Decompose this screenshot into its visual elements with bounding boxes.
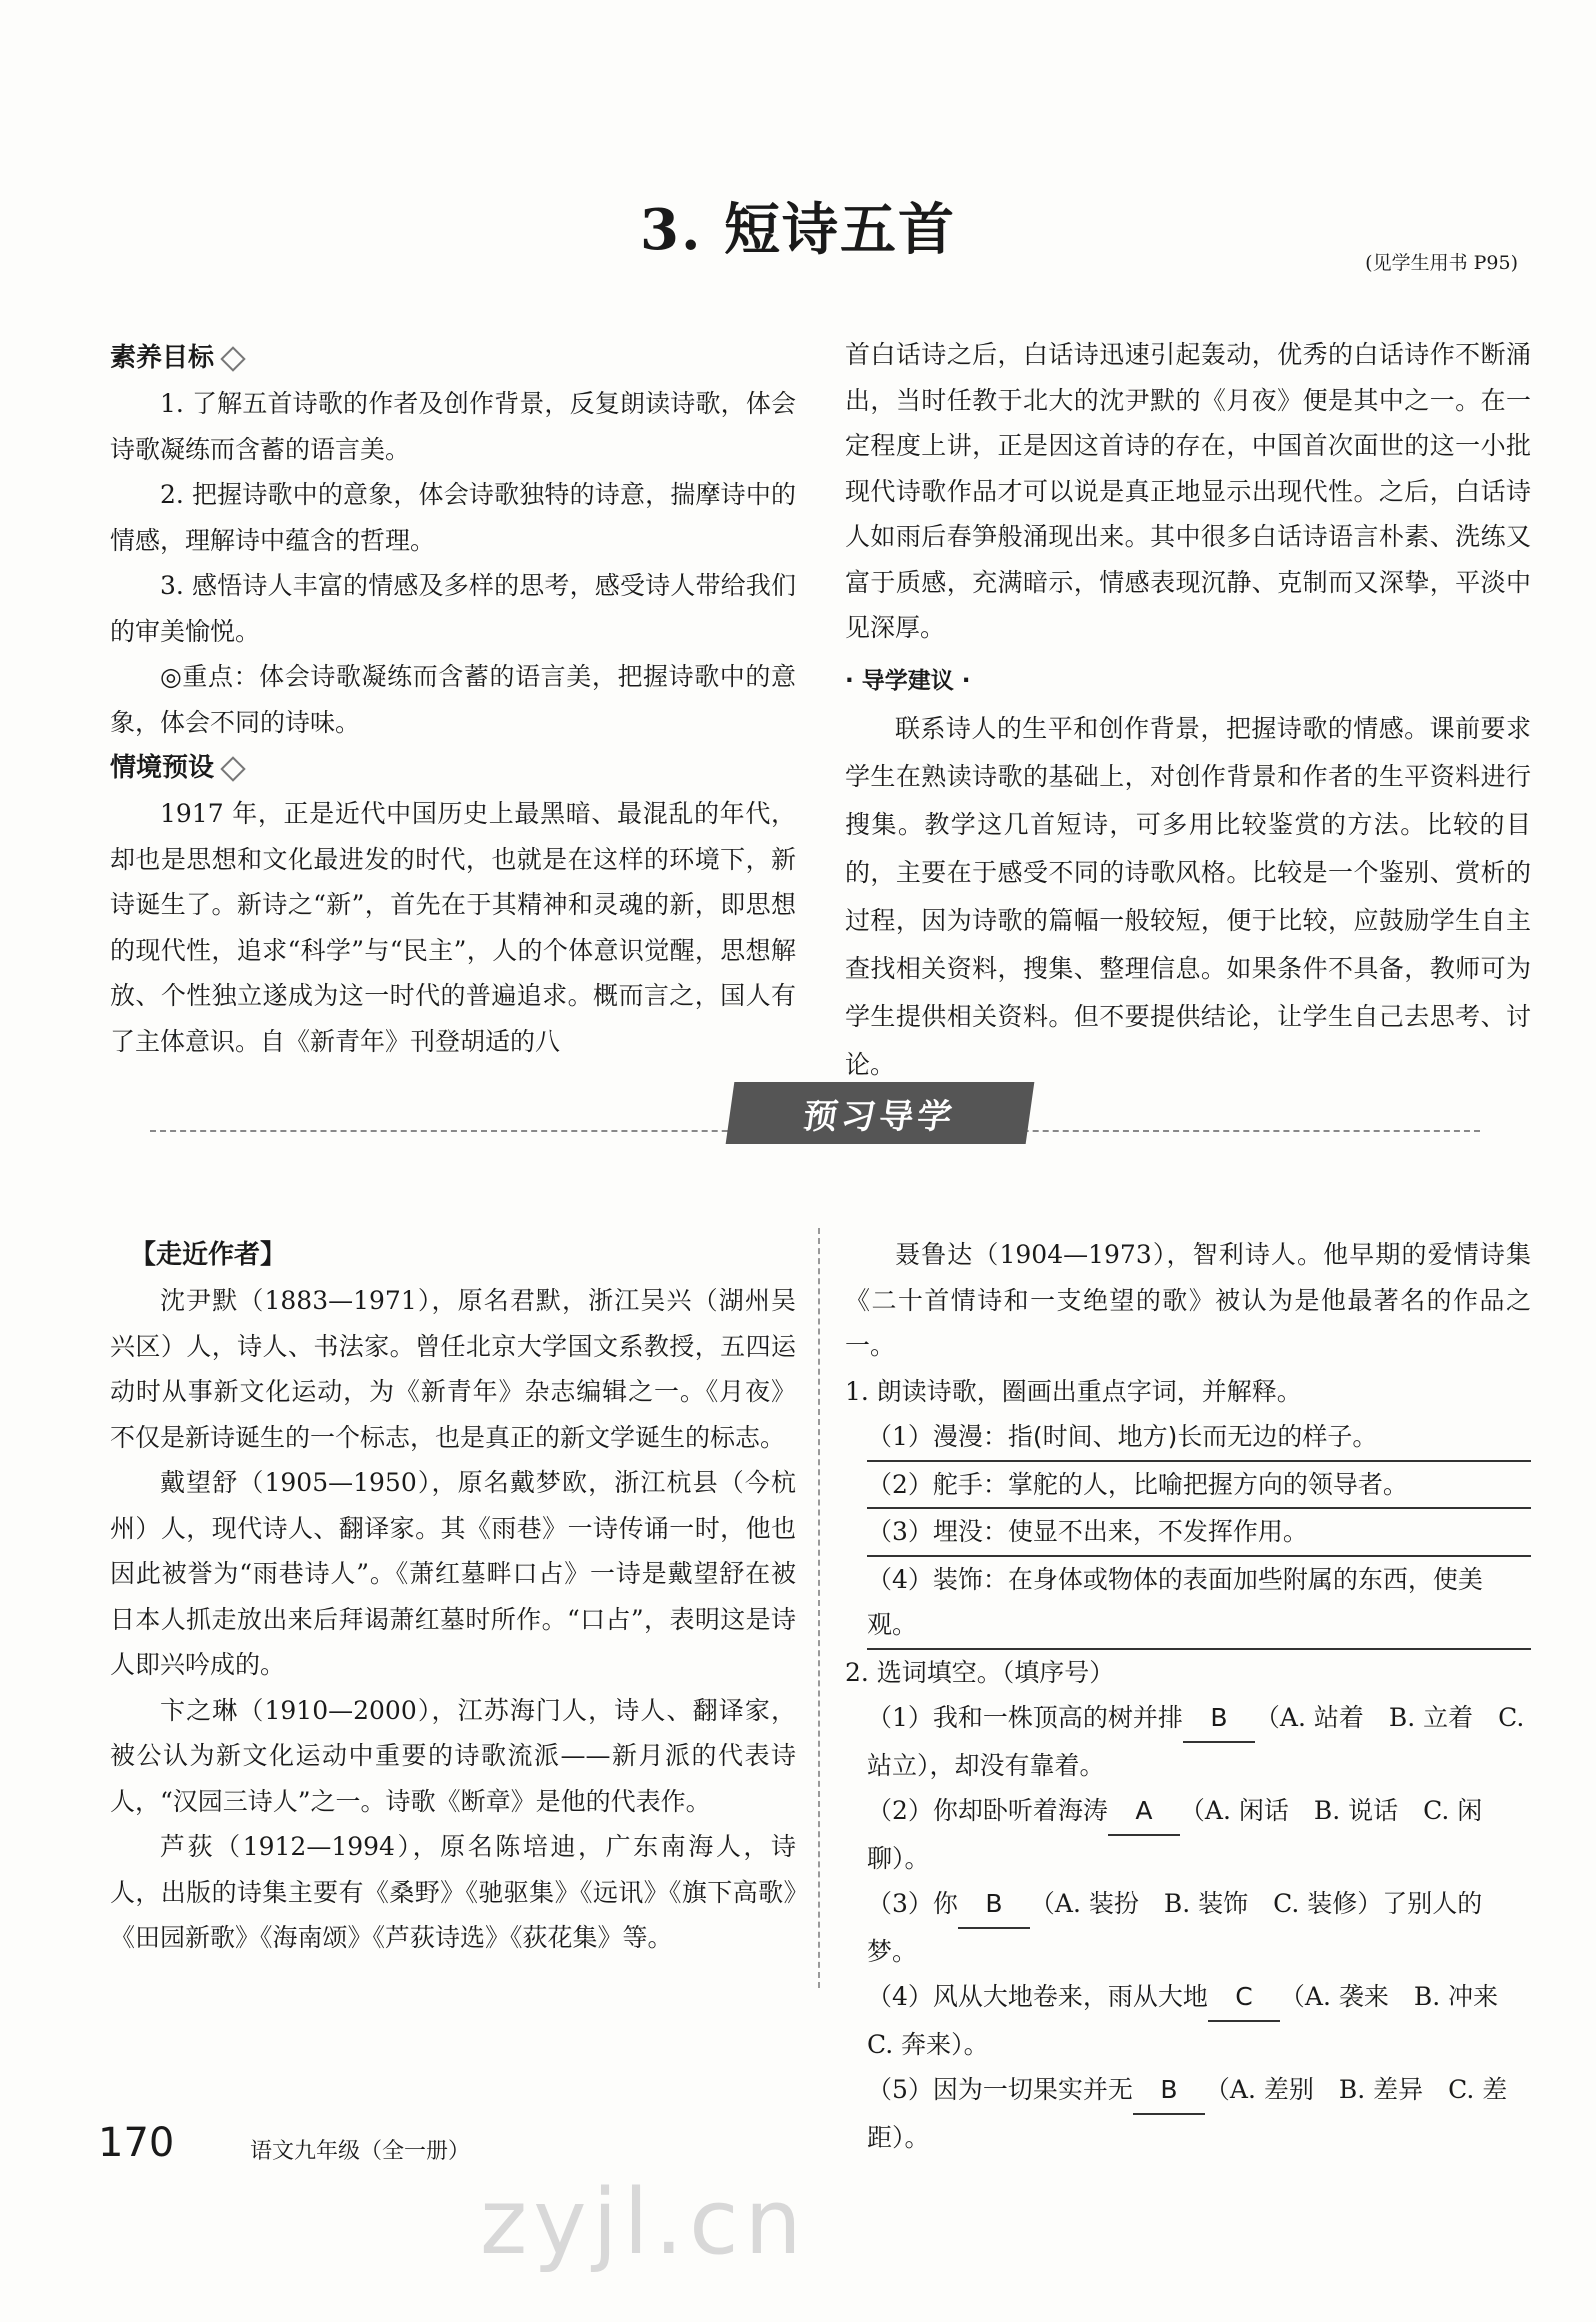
neruda-intro: 聂鲁达（1904—1973），智利诗人。他早期的爱情诗集《二十首情诗和一支绝望的歌》被认为是他最著名的作品之一。 bbox=[845, 1240, 1531, 1360]
fill-item: （1）我和一株顶高的树并排 B （A. 站着 B. 立着 C. 站立），却没有靠着。 bbox=[845, 1695, 1531, 1788]
guide-heading: · 导学建议 · bbox=[845, 667, 971, 694]
left-top-column bbox=[110, 335, 796, 1064]
page-number: 170 bbox=[98, 2120, 175, 2166]
vocab-item: （4）装饰：在身体或物体的表面加些附属的东西，使美观。 bbox=[845, 1557, 1531, 1650]
fill-blank: C bbox=[1208, 1974, 1280, 2022]
author-bio: 卞之琳（1910—2000），江苏海门人，诗人、翻译家，被公认为新文化运动中重要的诗歌流派——新月派的代表诗人，“汉园三诗人”之一。诗歌《断章》是他的代表作。 bbox=[110, 1695, 796, 1816]
scene-heading: 情境预设 bbox=[110, 745, 796, 791]
goal-key-point: ◎重点：体会诗歌凝练而含蓄的语言美，把握诗歌中的意象，体会不同的诗味。 bbox=[110, 662, 796, 737]
diamond-icon bbox=[220, 756, 245, 781]
right-bottom-column bbox=[845, 1232, 1531, 2160]
goal-item: 1. 了解五首诗歌的作者及创作背景，反复朗读诗歌，体会诗歌凝练而含蓄的语言美。 bbox=[110, 389, 796, 464]
left-bottom-column bbox=[110, 1232, 796, 1961]
goals-heading: 素养目标 bbox=[110, 335, 796, 381]
guide-text: 联系诗人的生平和创作背景，把握诗歌的情感。课前要求学生在熟读诗歌的基础上，对创作背景和作者的生平资料进行搜集。教学这几首短诗，可多用比较鉴赏的方法。比较的目的，主要在于感受不同的诗歌风格。比较是一个鉴别、赏析的过程，因为诗歌的篇幅一般较短，便于比较，应鼓励学生自主查找相关资料，搜集、整理信息。如果条件不具备，教师可为学生提供相关资料。但不要提供结论，让学生自己去思考、讨论。 bbox=[845, 713, 1531, 1079]
scene-text: 1917 年，正是近代中国历史上最黑暗、最混乱的年代，却也是思想和文化最进发的时代，也就是在这样的环境下，新诗诞生了。新诗之“新”，首先在于其精神和灵魂的新，即思想的现代性，追求“科学”与“民主”，人的个体意识觉醒，思想解放、个性独立遂成为这一时代的普遍追求。概而言之，国人有了主体意识。自《新青年》刊登胡适的八 bbox=[110, 799, 796, 1056]
author-bio: 芦荻（1912—1994），原名陈培迪，广东南海人，诗人，出版的诗集主要有《桑野》《驰驱集》《远讯》《旗下高歌》《田园新歌》《海南颂》《芦荻诗选》《荻花集》等。 bbox=[110, 1832, 796, 1952]
fill-blank: A bbox=[1108, 1788, 1180, 1836]
vocab-item: （3）埋没：使显不出来，不发挥作用。 bbox=[845, 1509, 1531, 1557]
vocab-item: （2）舵手：掌舵的人，比喻把握方向的领导者。 bbox=[845, 1462, 1531, 1510]
author-bio: 戴望舒（1905—1950），原名戴梦欧，浙江杭县（今杭州）人，现代诗人、翻译家。其《雨巷》一诗传诵一时，他也因此被誉为“雨巷诗人”。《萧红墓畔口占》一诗是戴望舒在被日本人抓走放出来后拜谒萧红墓时所作。“口占”，表明这是诗人即兴吟成的。 bbox=[110, 1468, 796, 1679]
book-label: 语文九年级（全一册） bbox=[250, 2139, 471, 2164]
fill-item: （2）你却卧听着海涛 A （A. 闲话 B. 说话 C. 闲聊）。 bbox=[845, 1788, 1531, 1881]
author-bio: 沈尹默（1883—1971），原名君默，浙江吴兴（湖州吴兴区）人，诗人、书法家。曾任北京大学国文系教授，五四运动时从事新文化运动，为《新青年》杂志编辑之一。《月夜》不仅是新诗诞生的一个标志，也是真正的新文学诞生的标志。 bbox=[110, 1286, 796, 1452]
goal-item: 3. 感悟诗人丰富的情感及多样的思考，感受诗人带给我们的审美愉悦。 bbox=[110, 571, 796, 646]
page-title: 3. 短诗五首 bbox=[640, 197, 956, 263]
fill-blank: B bbox=[1183, 1695, 1255, 1743]
continuation-text: 首白话诗之后，白话诗迅速引起轰动，优秀的白话诗作不断涌出，当时任教于北大的沈尹默的《月夜》便是其中之一。在一定程度上讲，正是因这首诗的存在，中国首次面世的这一小批现代诗歌作品才可以说是真正地显示出现代性。之后，白话诗人如雨后春笋般涌现出来。其中很多白话诗语言朴素、洗练又富于质感，充满暗示，情感表现沉静、克制而又深挚，平淡中见深厚。 bbox=[845, 340, 1531, 642]
vocab-answer: 在身体或物体的表面加些附属的东西，使美观。 bbox=[867, 1564, 1483, 1639]
reference-note: (见学生用书 P95) bbox=[1365, 252, 1518, 274]
vocab-answer: 使显不出来，不发挥作用。 bbox=[1007, 1517, 1308, 1546]
fill-blank: B bbox=[1133, 2067, 1205, 2115]
right-top-column bbox=[845, 332, 1531, 1089]
authors-heading: 【走近作者】 bbox=[130, 1240, 287, 1270]
diamond-icon bbox=[220, 346, 245, 371]
fill-item: （4）风从大地卷来，雨从大地 C （A. 袭来 B. 冲来 C. 奔来）。 bbox=[845, 1974, 1531, 2067]
vocab-answer: 指(时间、地方)长而无边的样子。 bbox=[1007, 1422, 1378, 1451]
fill-item: （5）因为一切果实并无 B （A. 差别 B. 差异 C. 差距）。 bbox=[845, 2067, 1531, 2160]
fill-item: （3）你 B （A. 装扮 B. 装饰 C. 装修）了别人的梦。 bbox=[845, 1881, 1531, 1974]
question-2-title: 2. 选词填空。（填序号） bbox=[845, 1657, 1115, 1687]
goal-item: 2. 把握诗歌中的意象，体会诗歌独特的诗意，揣摩诗中的情感，理解诗中蕴含的哲理。 bbox=[110, 480, 796, 555]
watermark: zyjl.cn bbox=[480, 2170, 808, 2275]
fill-blank: B bbox=[958, 1881, 1030, 1929]
preview-banner: 预习导学 bbox=[726, 1082, 1035, 1144]
question-1-title: 1. 朗读诗歌，圈画出重点字词，并解释。 bbox=[845, 1376, 1302, 1406]
vocab-item: （1）漫漫：指(时间、地方)长而无边的样子。 bbox=[845, 1414, 1531, 1462]
vocab-answer: 掌舵的人，比喻把握方向的领导者。 bbox=[1007, 1469, 1408, 1499]
column-divider bbox=[818, 1228, 820, 1988]
